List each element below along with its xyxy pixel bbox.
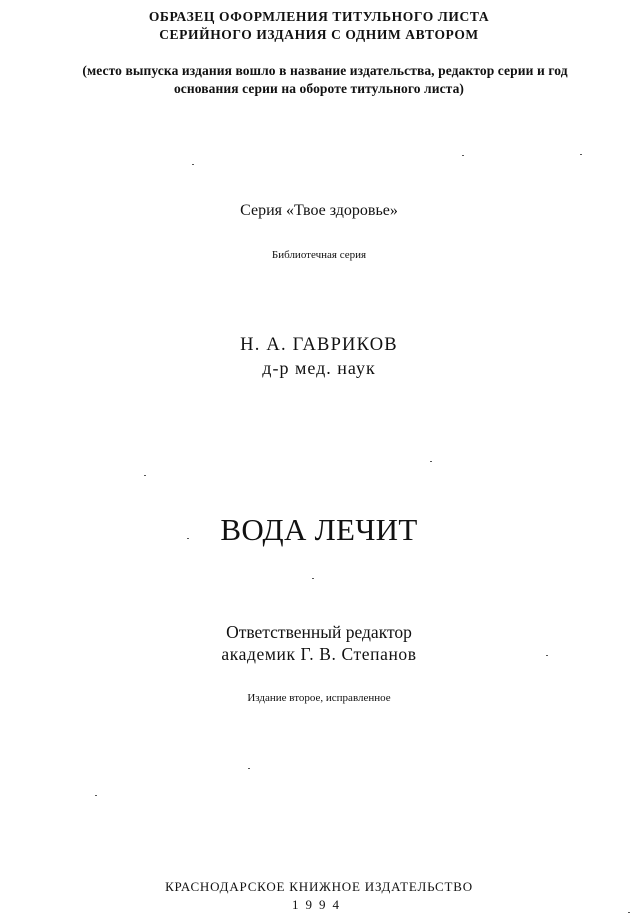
scan-speck: [95, 795, 97, 796]
scan-speck: [144, 475, 146, 476]
editor-name: академик Г. В. Степанов: [221, 644, 417, 664]
sample-heading: [0, 10, 638, 41]
sample-note-line-2: основания серии на обороте титульного листа): [173, 80, 465, 96]
series-name: Серия «Твое здоровье»: [240, 202, 398, 219]
scan-speck: [430, 461, 432, 462]
publication-year: 1994: [292, 897, 346, 912]
scan-speck: [192, 164, 194, 165]
author-name: Н. А. ГАВРИКОВ: [240, 335, 398, 355]
edition-note: Издание второе, исправленное: [247, 692, 391, 704]
scan-speck: [580, 154, 582, 155]
scan-speck: [546, 655, 548, 656]
book-title: ВОДА ЛЕЧИТ: [220, 512, 418, 547]
scan-speck: [462, 155, 464, 156]
scan-speck: [248, 768, 250, 769]
series-type: Библиотечная серия: [271, 249, 367, 261]
publisher-name: КРАСНОДАРСКОЕ КНИЖНОЕ ИЗДАТЕЛЬСТВО: [165, 879, 473, 894]
author-degree: д-р мед. наук: [262, 358, 376, 378]
scan-speck: [628, 912, 630, 913]
scan-speck: [187, 538, 189, 539]
scan-speck: [312, 578, 314, 579]
editor-role: Ответственный редактор: [226, 622, 412, 642]
sample-note: [0, 64, 638, 95]
sample-note-line-1: (место выпуска издания вошло в название издательства, редактор серии и год: [82, 63, 568, 78]
sample-heading-line-2: СЕРИЙНОГО ИЗДАНИЯ С ОДНИМ АВТОРОМ: [159, 26, 479, 42]
sample-heading-line-1: ОБРАЗЕЦ ОФОРМЛЕНИЯ ТИТУЛЬНОГО ЛИСТА: [148, 9, 490, 24]
